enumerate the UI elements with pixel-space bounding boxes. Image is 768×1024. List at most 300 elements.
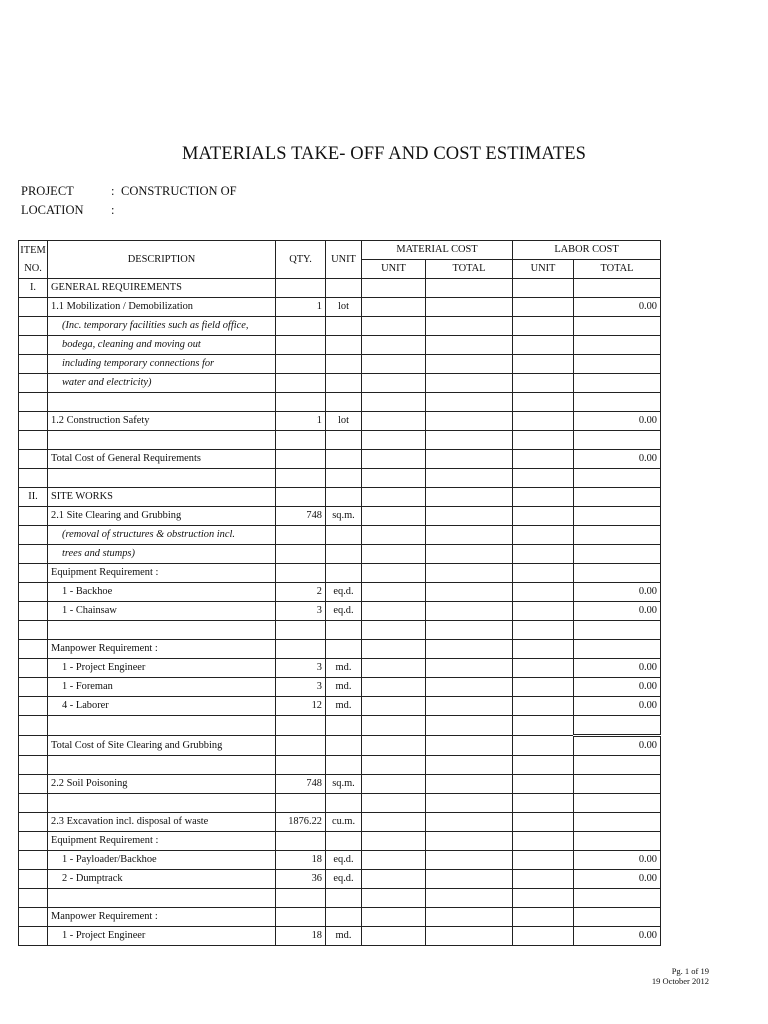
cell-material-total [426, 697, 513, 716]
cell-material-unit [362, 697, 426, 716]
cell-unit [326, 374, 362, 393]
cell-unit [326, 640, 362, 659]
table-row [19, 564, 661, 583]
cell-labor-total: 0.00 [574, 298, 661, 317]
cell-labor-unit [513, 545, 574, 564]
table-row [19, 870, 661, 889]
cell-unit [326, 736, 362, 756]
cell-labor-total [574, 640, 661, 659]
location-colon: : [111, 203, 115, 217]
cell-unit [326, 393, 362, 412]
cell-material-total [426, 412, 513, 431]
header-item-line1: ITEM [20, 244, 46, 256]
cell-unit: md. [326, 697, 362, 716]
cell-labor-total: 0.00 [574, 870, 661, 889]
table-row [19, 908, 661, 927]
cell-qty [276, 621, 326, 640]
cell-qty [276, 355, 326, 374]
cell-item-no [19, 851, 48, 870]
cell-qty [276, 279, 326, 298]
cell-labor-total [574, 469, 661, 488]
cell-labor-unit [513, 775, 574, 794]
cell-labor-total: 0.00 [574, 659, 661, 678]
cell-material-total [426, 794, 513, 813]
cell-material-unit [362, 279, 426, 298]
cell-qty: 748 [276, 775, 326, 794]
table-row [19, 678, 661, 697]
cell-unit: lot [326, 298, 362, 317]
cell-item-no [19, 526, 48, 545]
cell-item-no [19, 927, 48, 946]
cell-item-no [19, 317, 48, 336]
cell-material-total [426, 431, 513, 450]
cell-unit [326, 545, 362, 564]
cell-labor-unit [513, 602, 574, 621]
cell-material-total [426, 870, 513, 889]
cell-qty [276, 908, 326, 927]
table-row [19, 583, 661, 602]
cell-unit [326, 832, 362, 851]
header-material-cost: MATERIAL COST [362, 241, 513, 260]
header-labor-cost: LABOR COST [513, 241, 661, 260]
table-row [19, 716, 661, 736]
cell-unit: eq.d. [326, 851, 362, 870]
table-row [19, 355, 661, 374]
cell-labor-unit [513, 469, 574, 488]
cell-qty: 1 [276, 412, 326, 431]
cell-labor-total [574, 908, 661, 927]
cell-item-no [19, 298, 48, 317]
cell-labor-unit [513, 298, 574, 317]
cell-labor-total: 0.00 [574, 412, 661, 431]
cell-qty: 748 [276, 507, 326, 526]
cell-qty [276, 756, 326, 775]
cell-material-total [426, 678, 513, 697]
cell-item-no [19, 545, 48, 564]
project-label: PROJECT [21, 184, 74, 198]
table-row [19, 832, 661, 851]
cell-unit: lot [326, 412, 362, 431]
table-row [19, 317, 661, 336]
cell-material-total [426, 336, 513, 355]
cell-material-total [426, 927, 513, 946]
cell-item-no [19, 564, 48, 583]
cell-material-unit [362, 374, 426, 393]
table-row [19, 851, 661, 870]
cell-description [48, 889, 276, 908]
cell-labor-total: 0.00 [574, 697, 661, 716]
cell-labor-unit [513, 583, 574, 602]
table-row [19, 298, 661, 317]
cell-description: 1 - Payloader/Backhoe [48, 851, 276, 870]
cell-qty: 3 [276, 602, 326, 621]
cell-description: GENERAL REQUIREMENTS [48, 279, 276, 298]
cell-labor-unit [513, 317, 574, 336]
cell-item-no [19, 659, 48, 678]
cell-labor-unit [513, 697, 574, 716]
cell-labor-unit [513, 640, 574, 659]
cell-description: 2.1 Site Clearing and Grubbing [48, 507, 276, 526]
cell-material-unit [362, 393, 426, 412]
cell-qty: 1876.22 [276, 813, 326, 832]
cell-material-total [426, 583, 513, 602]
cell-material-unit [362, 526, 426, 545]
cell-labor-total [574, 507, 661, 526]
cell-labor-total [574, 393, 661, 412]
cell-description [48, 393, 276, 412]
cell-unit [326, 716, 362, 736]
cell-qty [276, 736, 326, 756]
cell-qty [276, 393, 326, 412]
cell-item-no [19, 736, 48, 756]
table-row [19, 697, 661, 716]
cell-labor-unit [513, 889, 574, 908]
cell-material-total [426, 488, 513, 507]
cell-material-unit [362, 716, 426, 736]
table-row [19, 794, 661, 813]
cell-unit: md. [326, 659, 362, 678]
cell-unit: eq.d. [326, 602, 362, 621]
cell-material-unit [362, 927, 426, 946]
cell-material-total [426, 317, 513, 336]
cell-description: Equipment Requirement : [48, 832, 276, 851]
cell-description: 1 - Foreman [48, 678, 276, 697]
cell-material-unit [362, 621, 426, 640]
cell-unit: eq.d. [326, 870, 362, 889]
cell-qty [276, 832, 326, 851]
table-row [19, 469, 661, 488]
cell-material-unit [362, 431, 426, 450]
cell-labor-total: 0.00 [574, 678, 661, 697]
cell-qty [276, 545, 326, 564]
cell-labor-total [574, 756, 661, 775]
cell-item-no [19, 583, 48, 602]
cell-labor-unit [513, 736, 574, 756]
location-label: LOCATION [21, 203, 84, 217]
cell-labor-unit [513, 564, 574, 583]
cell-description: 1.1 Mobilization / Demobilization [48, 298, 276, 317]
cell-description: Equipment Requirement : [48, 564, 276, 583]
cell-unit: sq.m. [326, 775, 362, 794]
cell-material-total [426, 279, 513, 298]
cell-item-no [19, 756, 48, 775]
cell-labor-unit [513, 851, 574, 870]
cell-qty: 18 [276, 927, 326, 946]
cell-qty: 3 [276, 659, 326, 678]
cell-labor-total [574, 526, 661, 545]
table-row [19, 927, 661, 946]
cell-material-total [426, 469, 513, 488]
cell-qty [276, 889, 326, 908]
cell-material-total [426, 545, 513, 564]
cell-labor-total [574, 317, 661, 336]
cell-labor-unit [513, 678, 574, 697]
cell-material-total [426, 832, 513, 851]
header-qty: QTY. [276, 241, 326, 279]
cell-qty [276, 640, 326, 659]
cell-labor-unit [513, 756, 574, 775]
cell-unit [326, 908, 362, 927]
cell-description [48, 756, 276, 775]
cell-material-unit [362, 908, 426, 927]
cell-material-unit [362, 583, 426, 602]
cell-material-total [426, 851, 513, 870]
cell-qty [276, 526, 326, 545]
cell-material-unit [362, 355, 426, 374]
table-row [19, 621, 661, 640]
cell-labor-total: 0.00 [574, 583, 661, 602]
cell-unit: sq.m. [326, 507, 362, 526]
cell-labor-total [574, 832, 661, 851]
cell-unit: md. [326, 927, 362, 946]
cell-material-total [426, 775, 513, 794]
cell-item-no [19, 374, 48, 393]
table-row [19, 412, 661, 431]
cell-unit [326, 526, 362, 545]
cell-material-total [426, 659, 513, 678]
cell-material-total [426, 374, 513, 393]
cell-labor-total: 0.00 [574, 927, 661, 946]
cell-labor-unit [513, 621, 574, 640]
project-line [21, 184, 237, 199]
cell-description: 1 - Chainsaw [48, 602, 276, 621]
cell-unit: cu.m. [326, 813, 362, 832]
project-colon: : [111, 184, 115, 198]
cell-labor-total [574, 355, 661, 374]
cell-description: 2.2 Soil Poisoning [48, 775, 276, 794]
table-body [19, 279, 661, 946]
cell-item-no [19, 697, 48, 716]
cell-item-no [19, 908, 48, 927]
table-row [19, 336, 661, 355]
cell-unit: md. [326, 678, 362, 697]
cell-labor-unit [513, 488, 574, 507]
cell-labor-total [574, 889, 661, 908]
cell-material-total [426, 507, 513, 526]
cell-description [48, 621, 276, 640]
cell-material-unit [362, 813, 426, 832]
cell-description [48, 469, 276, 488]
table-row [19, 507, 661, 526]
cell-description [48, 794, 276, 813]
cell-item-no [19, 716, 48, 736]
cell-unit [326, 355, 362, 374]
header-labor-unit: UNIT [513, 260, 574, 279]
cell-qty: 18 [276, 851, 326, 870]
cell-item-no [19, 469, 48, 488]
table-row [19, 775, 661, 794]
cell-material-unit [362, 317, 426, 336]
footer-page-number: Pg. 1 of 19 [671, 966, 709, 976]
cell-qty: 2 [276, 583, 326, 602]
cell-labor-total [574, 374, 661, 393]
cell-unit [326, 450, 362, 469]
cell-qty: 12 [276, 697, 326, 716]
cell-item-no [19, 393, 48, 412]
table-row [19, 488, 661, 507]
cell-item-no [19, 678, 48, 697]
header-labor-total: TOTAL [574, 260, 661, 279]
cell-unit [326, 794, 362, 813]
cell-description: (Inc. temporary facilities such as field office, [48, 317, 276, 336]
cell-item-no [19, 640, 48, 659]
cell-unit [326, 279, 362, 298]
cell-item-no [19, 336, 48, 355]
cell-labor-total [574, 794, 661, 813]
table-row [19, 393, 661, 412]
cell-description: Total Cost of Site Clearing and Grubbing [48, 736, 276, 756]
cell-material-unit [362, 678, 426, 697]
cell-material-unit [362, 756, 426, 775]
cell-description: 4 - Laborer [48, 697, 276, 716]
cell-material-total [426, 756, 513, 775]
cell-material-unit [362, 832, 426, 851]
cell-qty [276, 431, 326, 450]
location-line [21, 203, 121, 218]
cell-material-unit [362, 851, 426, 870]
cell-labor-total [574, 279, 661, 298]
table-row [19, 431, 661, 450]
cell-qty [276, 374, 326, 393]
cell-item-no: I. [19, 279, 48, 298]
cell-unit [326, 431, 362, 450]
cell-labor-total [574, 775, 661, 794]
cell-material-unit [362, 336, 426, 355]
cell-material-total [426, 640, 513, 659]
table-row [19, 602, 661, 621]
header-item-no [19, 241, 48, 279]
cell-qty: 36 [276, 870, 326, 889]
cell-qty [276, 716, 326, 736]
cell-labor-total [574, 716, 661, 736]
cell-item-no [19, 621, 48, 640]
cell-labor-total: 0.00 [574, 450, 661, 469]
cell-labor-unit [513, 450, 574, 469]
cell-labor-unit [513, 813, 574, 832]
cell-description: Manpower Requirement : [48, 908, 276, 927]
header-unit: UNIT [326, 241, 362, 279]
cell-labor-unit [513, 794, 574, 813]
cell-material-total [426, 450, 513, 469]
cell-labor-unit [513, 870, 574, 889]
cell-material-unit [362, 794, 426, 813]
cell-description [48, 716, 276, 736]
cell-material-total [426, 889, 513, 908]
cell-labor-total: 0.00 [574, 602, 661, 621]
cost-estimate-table [18, 240, 661, 946]
table-row [19, 545, 661, 564]
cell-material-unit [362, 545, 426, 564]
cell-qty [276, 450, 326, 469]
cell-material-total [426, 813, 513, 832]
cell-labor-unit [513, 393, 574, 412]
cell-unit [326, 564, 362, 583]
project-value: CONSTRUCTION OF [121, 184, 237, 198]
cell-qty [276, 469, 326, 488]
table-row [19, 526, 661, 545]
cell-material-total [426, 602, 513, 621]
cell-item-no: II. [19, 488, 48, 507]
cell-material-unit [362, 450, 426, 469]
table-row [19, 659, 661, 678]
cell-material-unit [362, 507, 426, 526]
cell-description: water and electricity) [48, 374, 276, 393]
header-material-total: TOTAL [426, 260, 513, 279]
cell-material-unit [362, 469, 426, 488]
cell-material-unit [362, 298, 426, 317]
table-row [19, 640, 661, 659]
cell-material-total [426, 393, 513, 412]
cell-material-unit [362, 889, 426, 908]
cell-material-total [426, 621, 513, 640]
cell-material-unit [362, 640, 426, 659]
cell-item-no [19, 507, 48, 526]
header-row-1 [19, 241, 661, 260]
cell-description: 1.2 Construction Safety [48, 412, 276, 431]
table-row [19, 279, 661, 298]
cell-labor-unit [513, 279, 574, 298]
cell-labor-unit [513, 355, 574, 374]
cell-unit [326, 889, 362, 908]
cell-qty [276, 336, 326, 355]
cell-item-no [19, 602, 48, 621]
cell-item-no [19, 431, 48, 450]
cell-item-no [19, 775, 48, 794]
document-title: MATERIALS TAKE- OFF AND COST ESTIMATES [181, 144, 587, 164]
cell-qty [276, 488, 326, 507]
cell-unit: eq.d. [326, 583, 362, 602]
cell-labor-unit [513, 832, 574, 851]
cell-labor-total [574, 813, 661, 832]
cell-material-total [426, 716, 513, 736]
cell-labor-total [574, 621, 661, 640]
cell-qty: 3 [276, 678, 326, 697]
table-row [19, 889, 661, 908]
cell-unit [326, 488, 362, 507]
cell-labor-unit [513, 431, 574, 450]
cell-item-no [19, 813, 48, 832]
table-row [19, 374, 661, 393]
cell-labor-total [574, 431, 661, 450]
cell-unit [326, 756, 362, 775]
header-description: DESCRIPTION [48, 241, 276, 279]
cell-description: 1 - Project Engineer [48, 659, 276, 678]
cell-item-no [19, 450, 48, 469]
cell-labor-total [574, 488, 661, 507]
cell-material-unit [362, 736, 426, 756]
cell-labor-unit [513, 507, 574, 526]
cell-unit [326, 336, 362, 355]
cell-item-no [19, 889, 48, 908]
header-item-line2: NO. [24, 262, 42, 274]
cell-material-unit [362, 870, 426, 889]
cell-material-total [426, 736, 513, 756]
footer-date: 19 October 2012 [651, 976, 709, 986]
cell-description: (removal of structures & obstruction incl. [48, 526, 276, 545]
cell-material-unit [362, 602, 426, 621]
cell-material-unit [362, 564, 426, 583]
cell-labor-unit [513, 716, 574, 736]
cell-labor-unit [513, 908, 574, 927]
cell-material-unit [362, 775, 426, 794]
cell-material-total [426, 526, 513, 545]
table-row [19, 813, 661, 832]
cell-material-unit [362, 412, 426, 431]
cell-qty [276, 794, 326, 813]
cell-item-no [19, 355, 48, 374]
cell-description [48, 431, 276, 450]
cell-labor-total: 0.00 [574, 736, 661, 756]
